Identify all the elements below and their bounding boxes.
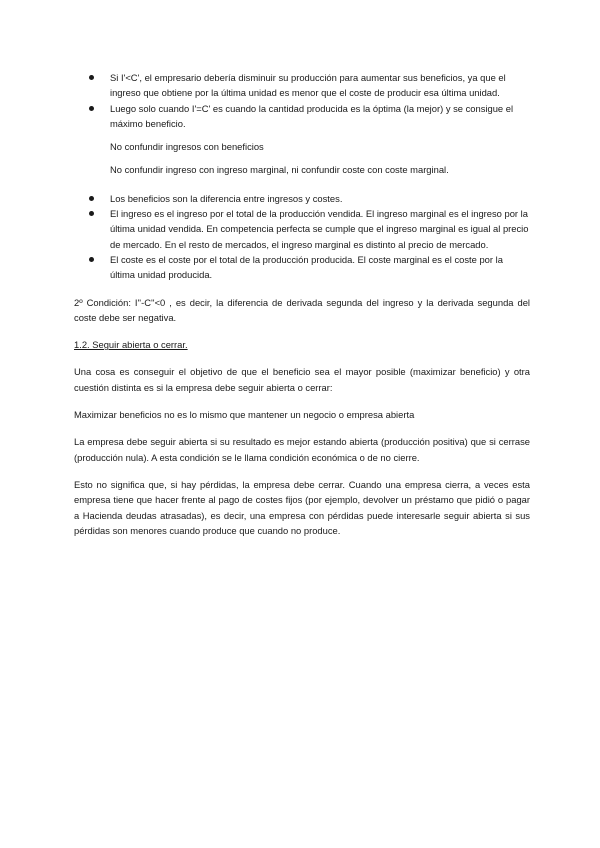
paragraph-objetivo: Una cosa es conseguir el objetivo de que el beneficio sea el mayor posible (maximizar beneficio) y otra cuestión distinta es si la empresa debe seguir abierta o cerrar: [74, 366, 530, 393]
list-item: Los beneficios son la diferencia entre ingresos y costes. [74, 191, 530, 206]
list-item: El coste es el coste por el total de la producción producida. El coste marginal es el coste por la última unidad producida. [74, 252, 530, 283]
note-ingreso-marginal: No confundir ingreso con ingreso marginal, ni confundir coste con coste marginal. [110, 164, 449, 176]
list-item: Si I'<C', el empresario debería disminuir su producción para aumentar sus beneficios, ya que el ingreso que obtiene por la última unidad es menor que el coste de producir esa última unidad. [74, 70, 530, 101]
document-body [74, 70, 530, 538]
paragraph-perdidas: Esto no significa que, si hay pérdidas, la empresa debe cerrar. Cuando una empresa cierra, a veces esta empresa tiene que hacer frente al pago de costes fijos (por ejemplo, devolver un préstamo que pidió o pagar a Hacienda deudas atrasadas), es decir, una empresa con pérdidas puede interesarle seguir abierta si sus pérdidas son menores cuando produce que cuando no produce. [74, 478, 530, 536]
paragraph-maximizar: Maximizar beneficios no es lo mismo que mantener un negocio o empresa abierta [74, 409, 415, 421]
note-ingresos-beneficios: No confundir ingresos con beneficios [110, 141, 264, 153]
list-item: Luego solo cuando I'=C' es cuando la cantidad producida es la óptima (la mejor) y se consigue el máximo beneficio. [74, 101, 530, 132]
bullet-list-top [74, 70, 530, 131]
list-item: El ingreso es el ingreso por el total de la producción vendida. El ingreso marginal es el ingreso por la última unidad vendida. En competencia perfecta se cumple que el ingreso marginal es igual al precio de mercado. En el resto de mercados, el ingreso marginal es distinto al precio de mercado. [74, 206, 530, 252]
section-heading: 1.2. Seguir abierta o cerrar. [74, 339, 188, 351]
paragraph-condicion-no-cierre: La empresa debe seguir abierta si su resultado es mejor estando abierta (producción positiva) que si cerrase (producción nula). A esta condición se le llama condición económica o de no cierre. [74, 436, 530, 463]
bullet-list-bottom [74, 191, 530, 283]
second-condition: 2º Condición: I''-C''<0 , es decir, la diferencia de derivada segunda del ingreso y la derivada segunda del coste debe ser negativa. [74, 296, 530, 323]
